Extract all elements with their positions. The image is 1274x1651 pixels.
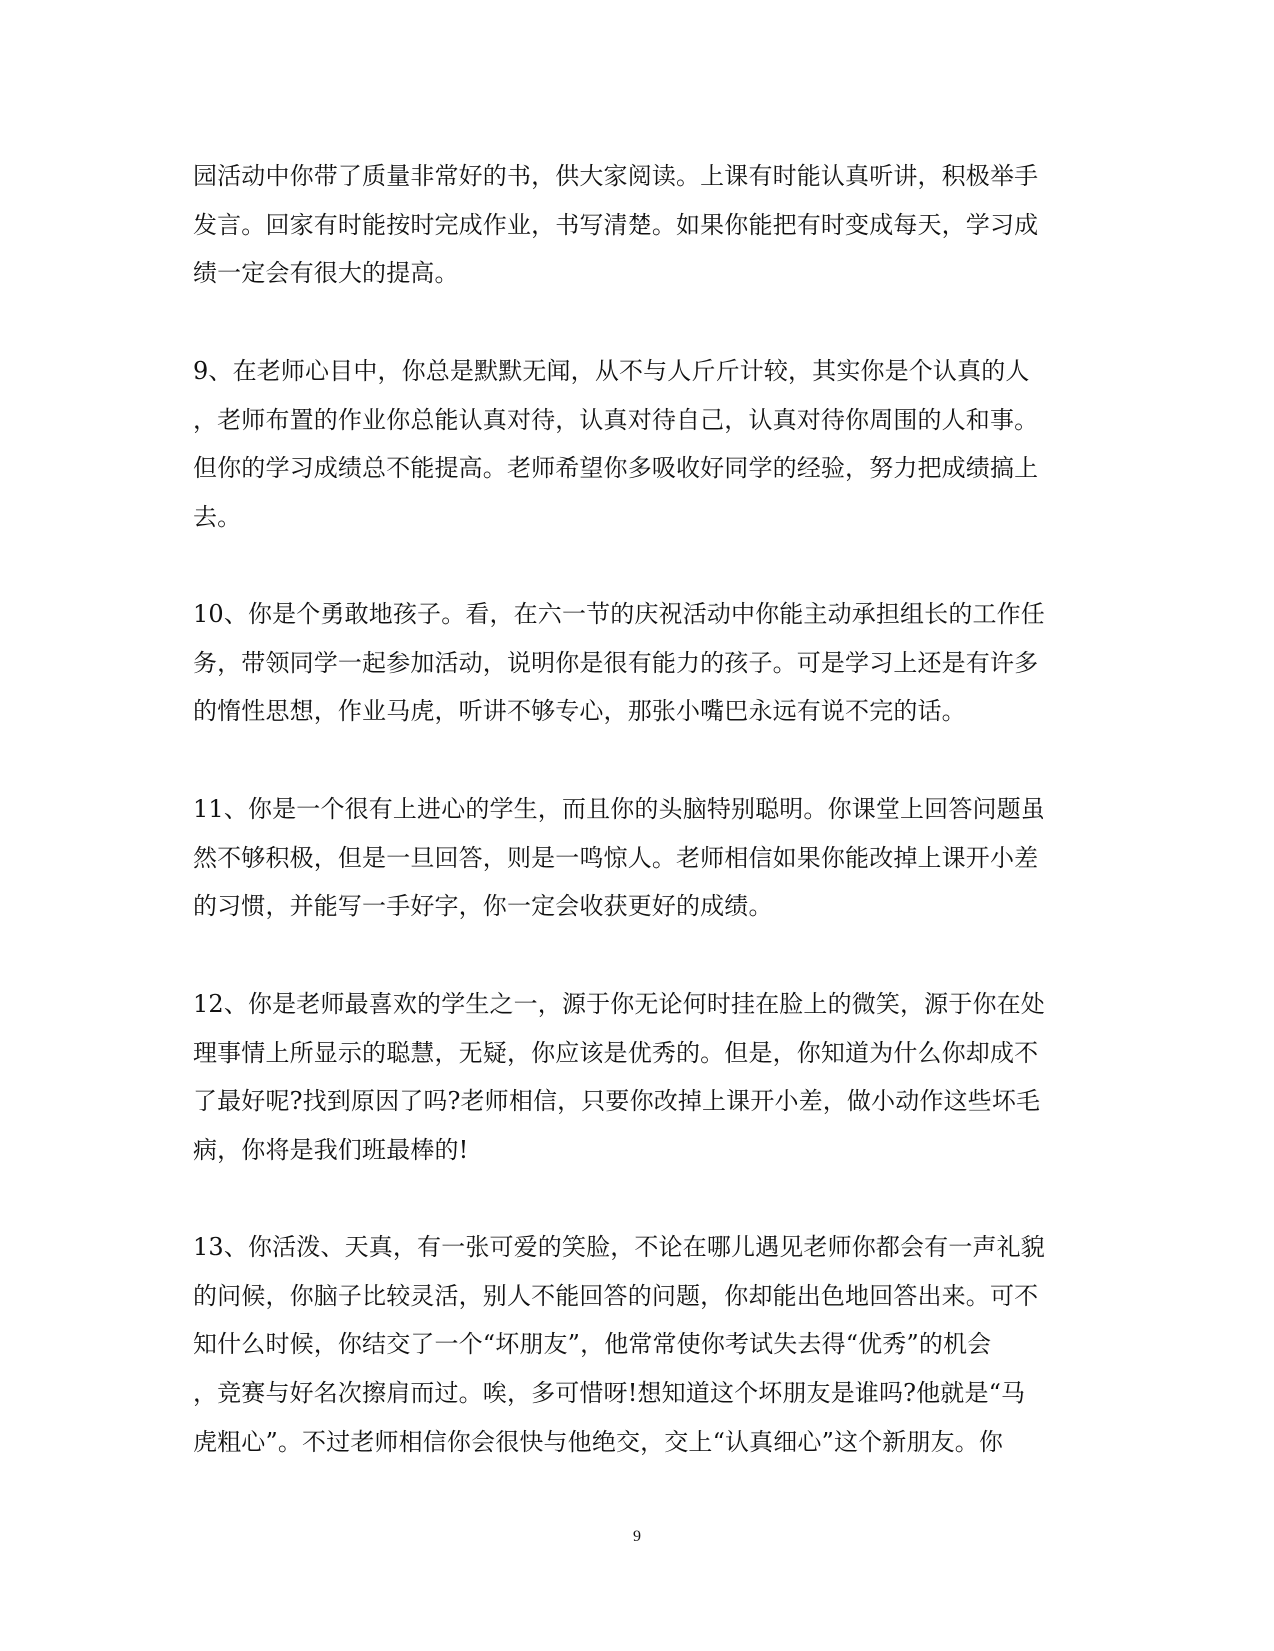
paragraph-comment-13 [193,1223,1069,1466]
page-number: 9 [633,1528,641,1545]
text-line: 务，带领同学一起参加活动，说明你是很有能力的孩子。可是学习上还是有许多 [193,648,1039,677]
text-line: 理事情上所显示的聪慧，无疑，你应该是优秀的。但是，你知道为什么你却成不 [193,1038,1039,1067]
text-line: 但你的学习成绩总不能提高。老师希望你多吸收好同学的经验，努力把成绩搞上 [193,454,1039,483]
paragraph-comment-10 [193,590,1069,736]
paragraph-comment-12 [193,980,1069,1175]
text-line: ，竞赛与好名次擦肩而过。唉，多可惜呀!想知道这个坏朋友是谁吗?他就是“马 [193,1379,1026,1408]
text-line: 去。 [193,503,242,532]
text-line: 知什么时候，你结交了一个“坏朋友”，他常常使你考试失去得“优秀”的机会 [193,1330,992,1359]
text-line: 的惰性思想，作业马虎，听讲不够专心，那张小嘴巴永远有说不完的话。 [193,697,966,726]
paragraph-comment-11 [193,785,1069,931]
text-line: 12、你是老师最喜欢的学生之一，源于你无论何时挂在脸上的微笑，源于你在处 [193,990,1045,1018]
paragraph-comment-9 [193,347,1069,542]
text-line: 然不够积极，但是一旦回答，则是一鸣惊人。老师相信如果你能改掉上课开小差 [193,843,1039,872]
text-line: 园活动中你带了质量非常好的书，供大家阅读。上课有时能认真听讲，积极举手 [193,162,1039,190]
text-line: 9、在老师心目中，你总是默默无闻，从不与人斤斤计较，其实你是个认真的人 [193,357,1030,385]
text-line: 的习惯，并能写一手好字，你一定会收获更好的成绩。 [193,892,773,921]
text-line: 发言。回家有时能按时完成作业，书写清楚。如果你能把有时变成每天，学习成 [193,210,1039,239]
text-line: 的问候，你脑子比较灵活，别人不能回答的问题，你却能出色地回答出来。可不 [193,1281,1039,1310]
text-line: 11、你是一个很有上进心的学生，而且你的头脑特别聪明。你课堂上回答问题虽 [193,795,1045,823]
paragraph-continuation [193,152,1069,298]
text-line: 10、你是个勇敢地孩子。看，在六一节的庆祝活动中你能主动承担组长的工作任 [193,600,1045,628]
text-line: 13、你活泼、天真，有一张可爱的笑脸，不论在哪儿遇见老师你都会有一声礼貌 [193,1233,1045,1261]
text-line: 了最好呢?找到原因了吗?老师相信，只要你改掉上课开小差，做小动作这些坏毛 [193,1087,1041,1116]
text-line: 病，你将是我们班最棒的! [193,1136,469,1165]
text-line: 虎粗心”。不过老师相信你会很快与他绝交，交上“认真细心”这个新朋友。你 [193,1427,1004,1456]
text-line: 绩一定会有很大的提高。 [193,259,459,288]
text-line: ，老师布置的作业你总能认真对待，认真对待自己，认真对待你周围的人和事。 [193,405,1039,434]
